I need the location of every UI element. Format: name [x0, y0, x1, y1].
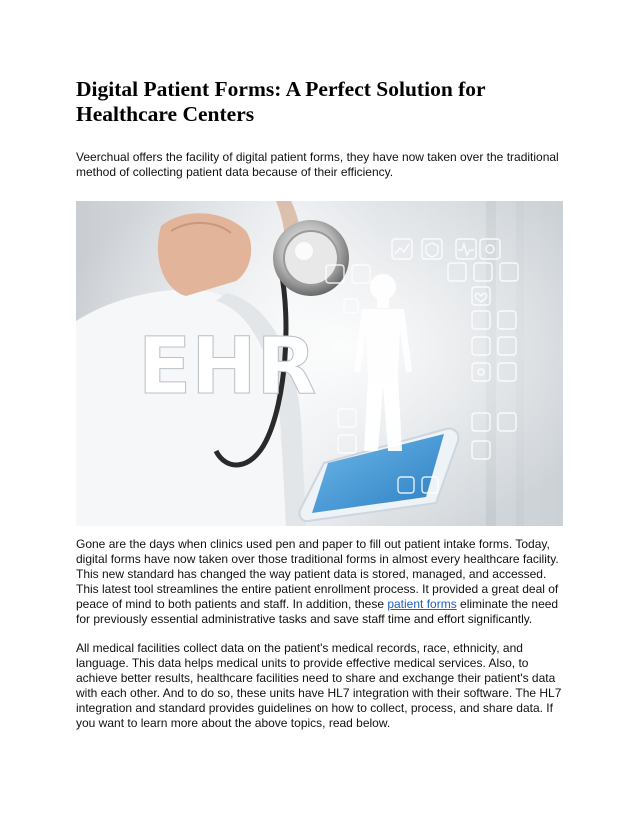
patient-forms-link[interactable]: patient forms — [387, 597, 457, 611]
article-title: Digital Patient Forms: A Perfect Solution for Healthcare Centers — [76, 77, 486, 126]
paragraph-hl7-integration: All medical facilities collect data on the patient's medical records, race, ethnicity, and language. This data helps medical units to provide effective medical services. Also, to achieve better results, healthcare facilities need to share and exchange their patient's data with each other. And to do so, these units have HL7 integration with their software. The HL7 integration and standard provides guidelines on how to collect, process, and share data. If you want to learn more about the above topics, read below. — [76, 641, 562, 730]
paragraph-digital-forms — [76, 537, 566, 627]
paragraph-text: Gone are the days when clinics used pen and paper to fill out patient intake forms. Today, digital forms have now taken over those traditional forms in almost every healthcare facility. This new standard has changed the way patient data is stored, managed, and accessed. This latest tool streamlines the entire patient enrollment process. It provided a great deal of peace of mind to both patients and staff. In addition, these — [76, 537, 559, 611]
hero-image — [76, 201, 563, 526]
ehr-overlay-text: EHR — [138, 322, 317, 412]
paragraph-text: eliminate the need for previously essential administrative tasks and save staff time and effort significantly. — [76, 597, 559, 626]
intro-paragraph: Veerchual offers the facility of digital patient forms, they have now taken over the traditional method of collecting patient data because of their efficiency. — [76, 150, 559, 179]
